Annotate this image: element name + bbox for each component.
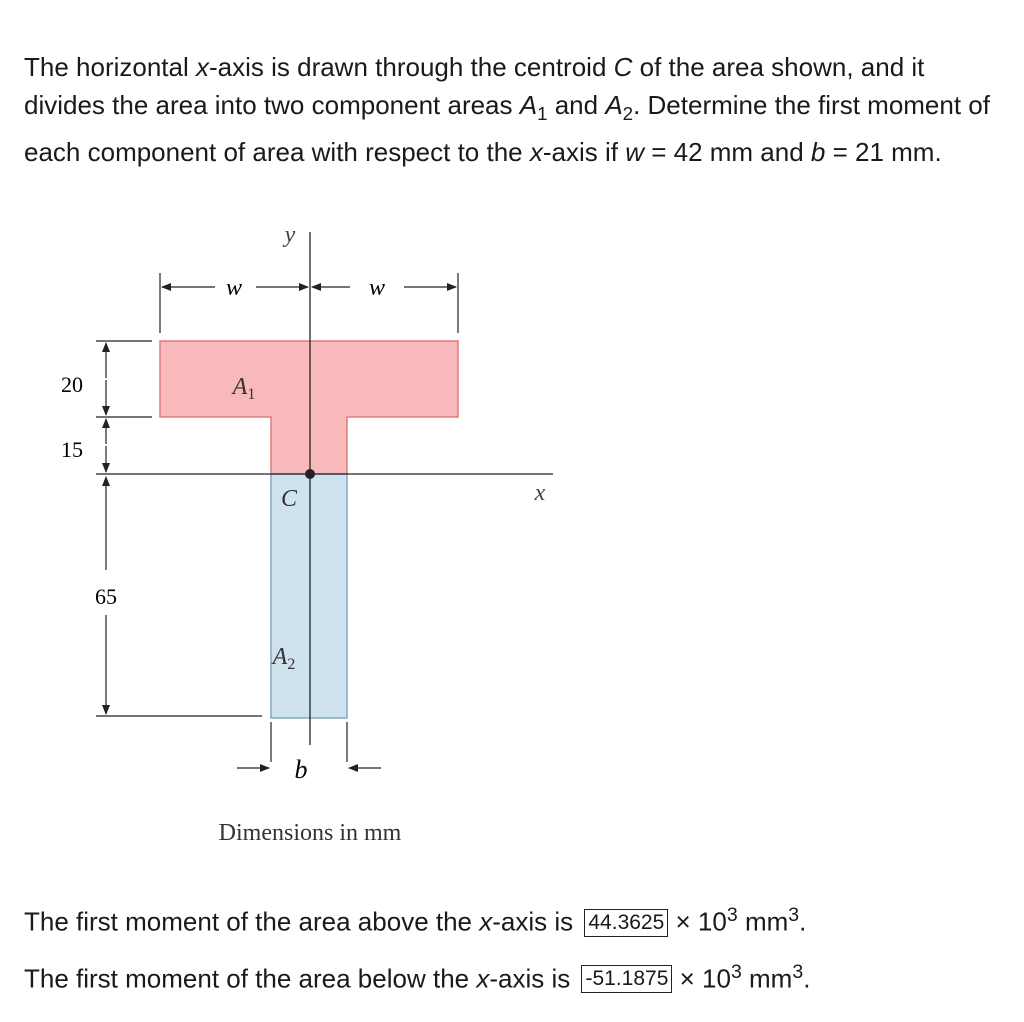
problem-text: of the area shown, and it divides the area into two component areas <box>24 52 925 120</box>
x-variable: x <box>529 137 543 168</box>
area-a1-shape <box>160 341 458 474</box>
c-variable: C <box>613 52 633 82</box>
dim-65-label: 65 <box>95 584 117 609</box>
dim-15-label: 15 <box>61 437 83 462</box>
w-value: = 42 mm and <box>643 137 811 168</box>
answer-above-input[interactable]: 44.3625 <box>584 909 668 937</box>
dim-20-label: 20 <box>61 372 83 397</box>
area-a2-label: $A_2$ <box>272 644 296 673</box>
a1-subscript: 1 <box>537 103 548 125</box>
a2-subscript: 2 <box>622 103 634 125</box>
b-label: b <box>294 755 308 784</box>
answers-section <box>24 890 1014 1003</box>
area-a1-label: $A_1$ <box>232 374 256 403</box>
y-axis-label: y <box>284 222 296 248</box>
w-left-label: w <box>225 275 243 301</box>
diagram-caption: Dimensions in mm <box>218 820 402 846</box>
problem-text: -axis is drawn through the centroid <box>208 52 614 82</box>
b-variable: b <box>810 137 826 168</box>
b-value: = 21 mm. <box>825 137 942 168</box>
x-axis-label: x <box>534 480 546 506</box>
problem-text: . Determine the first moment of each component of area with respect to the <box>24 90 990 168</box>
problem-text: and <box>547 90 606 120</box>
centroid-label: C <box>280 486 298 512</box>
centroid-point <box>305 469 315 479</box>
w-right-label: w <box>368 275 386 301</box>
problem-text: -axis if <box>542 137 626 168</box>
answer-below-line: The first moment of the area below the x-axis is $-51.1875 \times 10^3$ $mm^3$. <box>24 960 811 994</box>
w-variable: w <box>625 137 644 168</box>
answer-above-line: The first moment of the area above the x-axis is $44.3625 \times 10^3$ $mm^3$. <box>24 904 807 937</box>
x-variable: x <box>195 52 209 82</box>
problem-text: The horizontal <box>24 52 196 82</box>
answer-below-input[interactable]: -51.1875 <box>581 965 672 993</box>
a2-variable: A <box>605 90 623 120</box>
a1-variable: A <box>519 90 538 120</box>
